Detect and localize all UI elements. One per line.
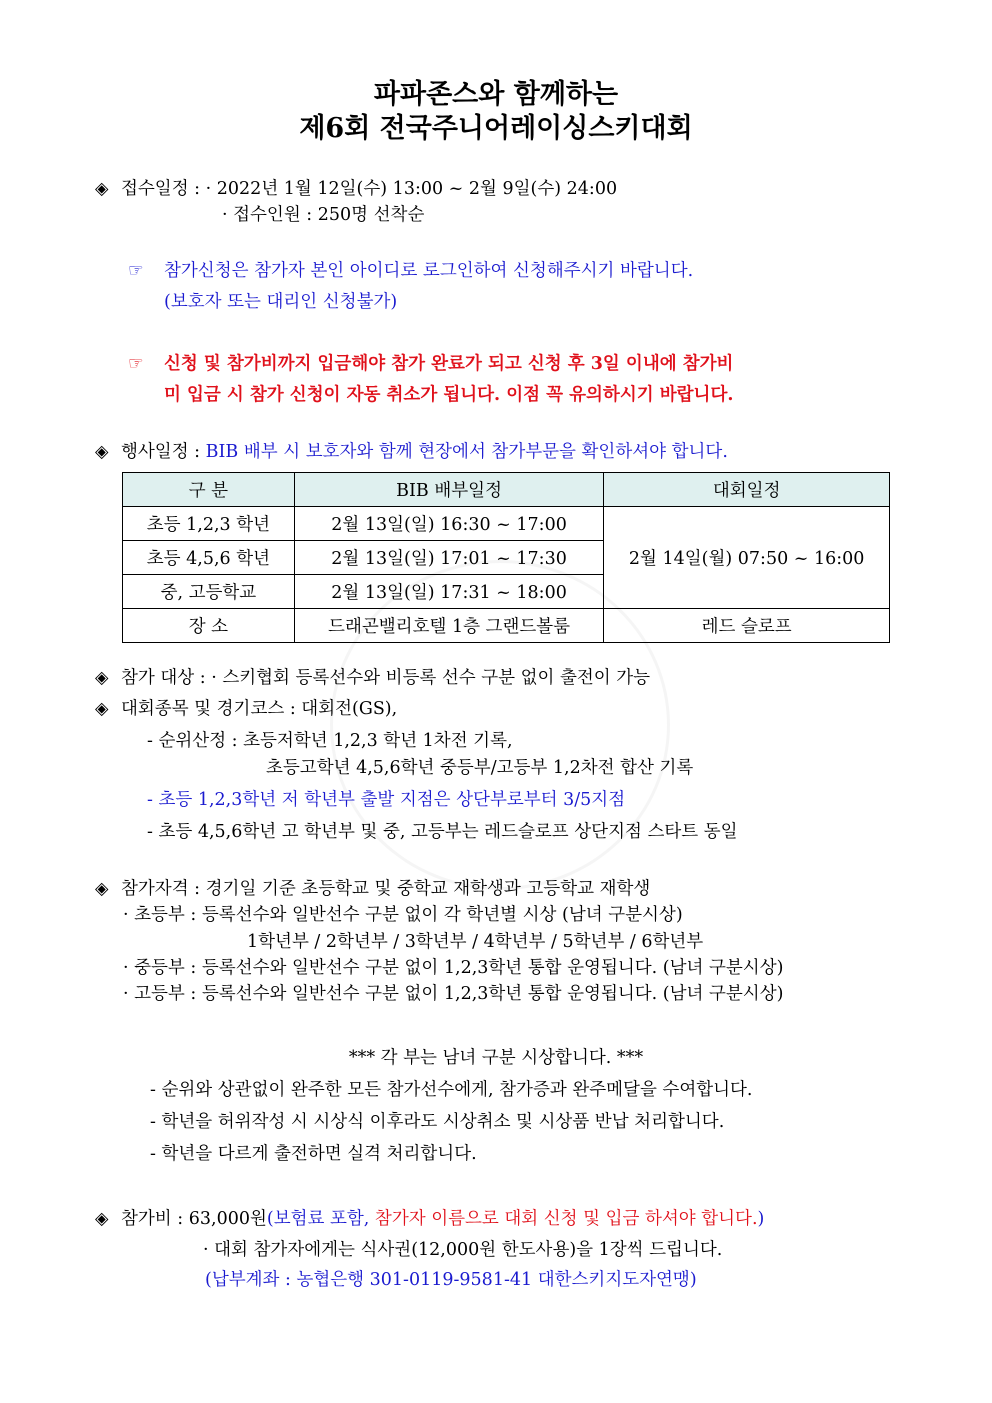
table-cell: 초등 4,5,6 학년 — [123, 541, 295, 575]
event-line — [95, 440, 728, 464]
awards-headline: *** 각 부는 남녀 구분 시상합니다. *** — [348, 1048, 644, 1068]
table-cell: 초등 1,2,3 학년 — [123, 507, 295, 541]
fee-insurance: 보험료 포함, — [273, 1209, 375, 1229]
table-row — [123, 609, 890, 643]
notice-payment-sub: 미 입금 시 참가 신청이 자동 취소가 됩니다. 이점 꼭 유의하시기 바랍니다. — [164, 385, 734, 405]
diamond-icon: ◈ — [95, 879, 109, 899]
course-text: 대회종목 및 경기코스 : 대회전(GS), — [121, 699, 398, 719]
diamond-icon: ◈ — [95, 699, 109, 719]
table-header-row — [123, 473, 890, 507]
fee-paren-close: ) — [757, 1209, 765, 1229]
registration-label: 접수일정 : — [121, 179, 206, 199]
table-cell: 2월 13일(일) 16:30 ~ 17:00 — [294, 507, 604, 541]
pointing-hand-icon: ☞ — [128, 354, 144, 374]
title-line-1: 파파존스와 함께하는 — [373, 79, 619, 110]
venue-bib: 드래곤밸리호텔 1층 그랜드볼룸 — [294, 609, 604, 643]
awards-item-3: - 학년을 다르게 출전하면 실격 처리합니다. — [150, 1144, 477, 1164]
table-header: 대회일정 — [604, 473, 890, 507]
table-header: BIB 배부일정 — [294, 473, 604, 507]
fee-paren-open: ( — [266, 1209, 274, 1229]
diamond-icon: ◈ — [95, 442, 109, 462]
notice-payment-text: 신청 및 참가비까지 입금해야 참가 완료가 되고 신청 후 3일 이내에 참가비 — [164, 354, 734, 374]
fee-line — [95, 1207, 764, 1231]
notice-login-sub: (보호자 또는 대리인 신청불가) — [164, 292, 398, 312]
notice-login — [128, 259, 693, 283]
notice-payment — [128, 352, 733, 376]
schedule-table — [122, 472, 890, 643]
start-line-2: - 초등 4,5,6학년 고 학년부 및 중, 고등부는 레드슬로프 상단지점 스타트 동일 — [147, 822, 738, 842]
venue-race: 레드 슬로프 — [604, 609, 890, 643]
diamond-icon: ◈ — [95, 1209, 109, 1229]
course-line — [95, 697, 397, 721]
venue-label: 장 소 — [123, 609, 295, 643]
eligibility-line — [95, 877, 650, 901]
table-cell: 2월 13일(일) 17:31 ~ 18:00 — [294, 575, 604, 609]
start-line-1: - 초등 1,2,3학년 저 학년부 출발 지점은 상단부로부터 3/5지점 — [147, 790, 626, 810]
fee-account: (납부계좌 : 농협은행 301-0119-9581-41 대한스키지도자연맹) — [205, 1270, 697, 1290]
fee-label: 참가비 : 63,000원 — [121, 1209, 267, 1229]
title-line-2: 제6회 전국주니어레이싱스키대회 — [299, 113, 693, 144]
registration-period: · 2022년 1월 12일(수) 13:00 ~ 2월 9일(수) 24:00 — [205, 179, 618, 199]
awards-item-2: - 학년을 허위작성 시 시상식 이후라도 시상취소 및 시상품 반납 처리합니다. — [150, 1112, 725, 1132]
eligibility-high: · 고등부 : 등록선수와 일반선수 구분 없이 1,2,3학년 통합 운영됩니다. (남녀 구분시상) — [123, 984, 784, 1004]
eligibility-elem-grades: 1학년부 / 2학년부 / 3학년부 / 4학년부 / 5학년부 / 6학년부 — [247, 932, 704, 952]
fee-instruction: 참가자 이름으로 대회 신청 및 입금 하셔야 합니다. — [374, 1209, 758, 1229]
registration-capacity: · 접수인원 : 250명 선착순 — [222, 205, 425, 225]
awards-item-1: - 순위와 상관없이 완주한 모든 참가선수에게, 참가증과 완주메달을 수여합니다. — [150, 1080, 753, 1100]
diamond-icon: ◈ — [95, 179, 109, 199]
table-cell: 2월 13일(일) 17:01 ~ 17:30 — [294, 541, 604, 575]
diamond-icon: ◈ — [95, 668, 109, 688]
rank-line-1: - 순위산정 : 초등저학년 1,2,3 학년 1차전 기록, — [147, 731, 513, 751]
rank-line-2: 초등고학년 4,5,6학년 중등부/고등부 1,2차전 합산 기록 — [266, 758, 694, 778]
registration-line — [95, 177, 617, 201]
target-line — [95, 666, 650, 690]
pointing-hand-icon: ☞ — [128, 261, 144, 281]
table-row — [123, 507, 890, 541]
table-cell: 중, 고등학교 — [123, 575, 295, 609]
eligibility-text: 참가자격 : 경기일 기준 초등학교 및 중학교 재학생과 고등학교 재학생 — [121, 879, 651, 899]
race-date-cell: 2월 14일(월) 07:50 ~ 16:00 — [604, 507, 890, 609]
notice-login-text: 참가신청은 참가자 본인 아이디로 로그인하여 신청해주시기 바랍니다. — [164, 261, 694, 281]
fee-meal: · 대회 참가자에게는 식사권(12,000원 한도사용)을 1장씩 드립니다. — [203, 1240, 723, 1260]
eligibility-elem: · 초등부 : 등록선수와 일반선수 구분 없이 각 학년별 시상 (남녀 구분시상) — [123, 905, 683, 925]
event-note: BIB 배부 시 보호자와 함께 현장에서 참가부문을 확인하셔야 합니다. — [205, 442, 728, 462]
target-text: 참가 대상 : · 스키협회 등록선수와 비등록 선수 구분 없이 출전이 가능 — [121, 668, 651, 688]
eligibility-middle: · 중등부 : 등록선수와 일반선수 구분 없이 1,2,3학년 통합 운영됩니다. (남녀 구분시상) — [123, 958, 784, 978]
event-label: 행사일정 : — [121, 442, 206, 462]
table-header: 구 분 — [123, 473, 295, 507]
